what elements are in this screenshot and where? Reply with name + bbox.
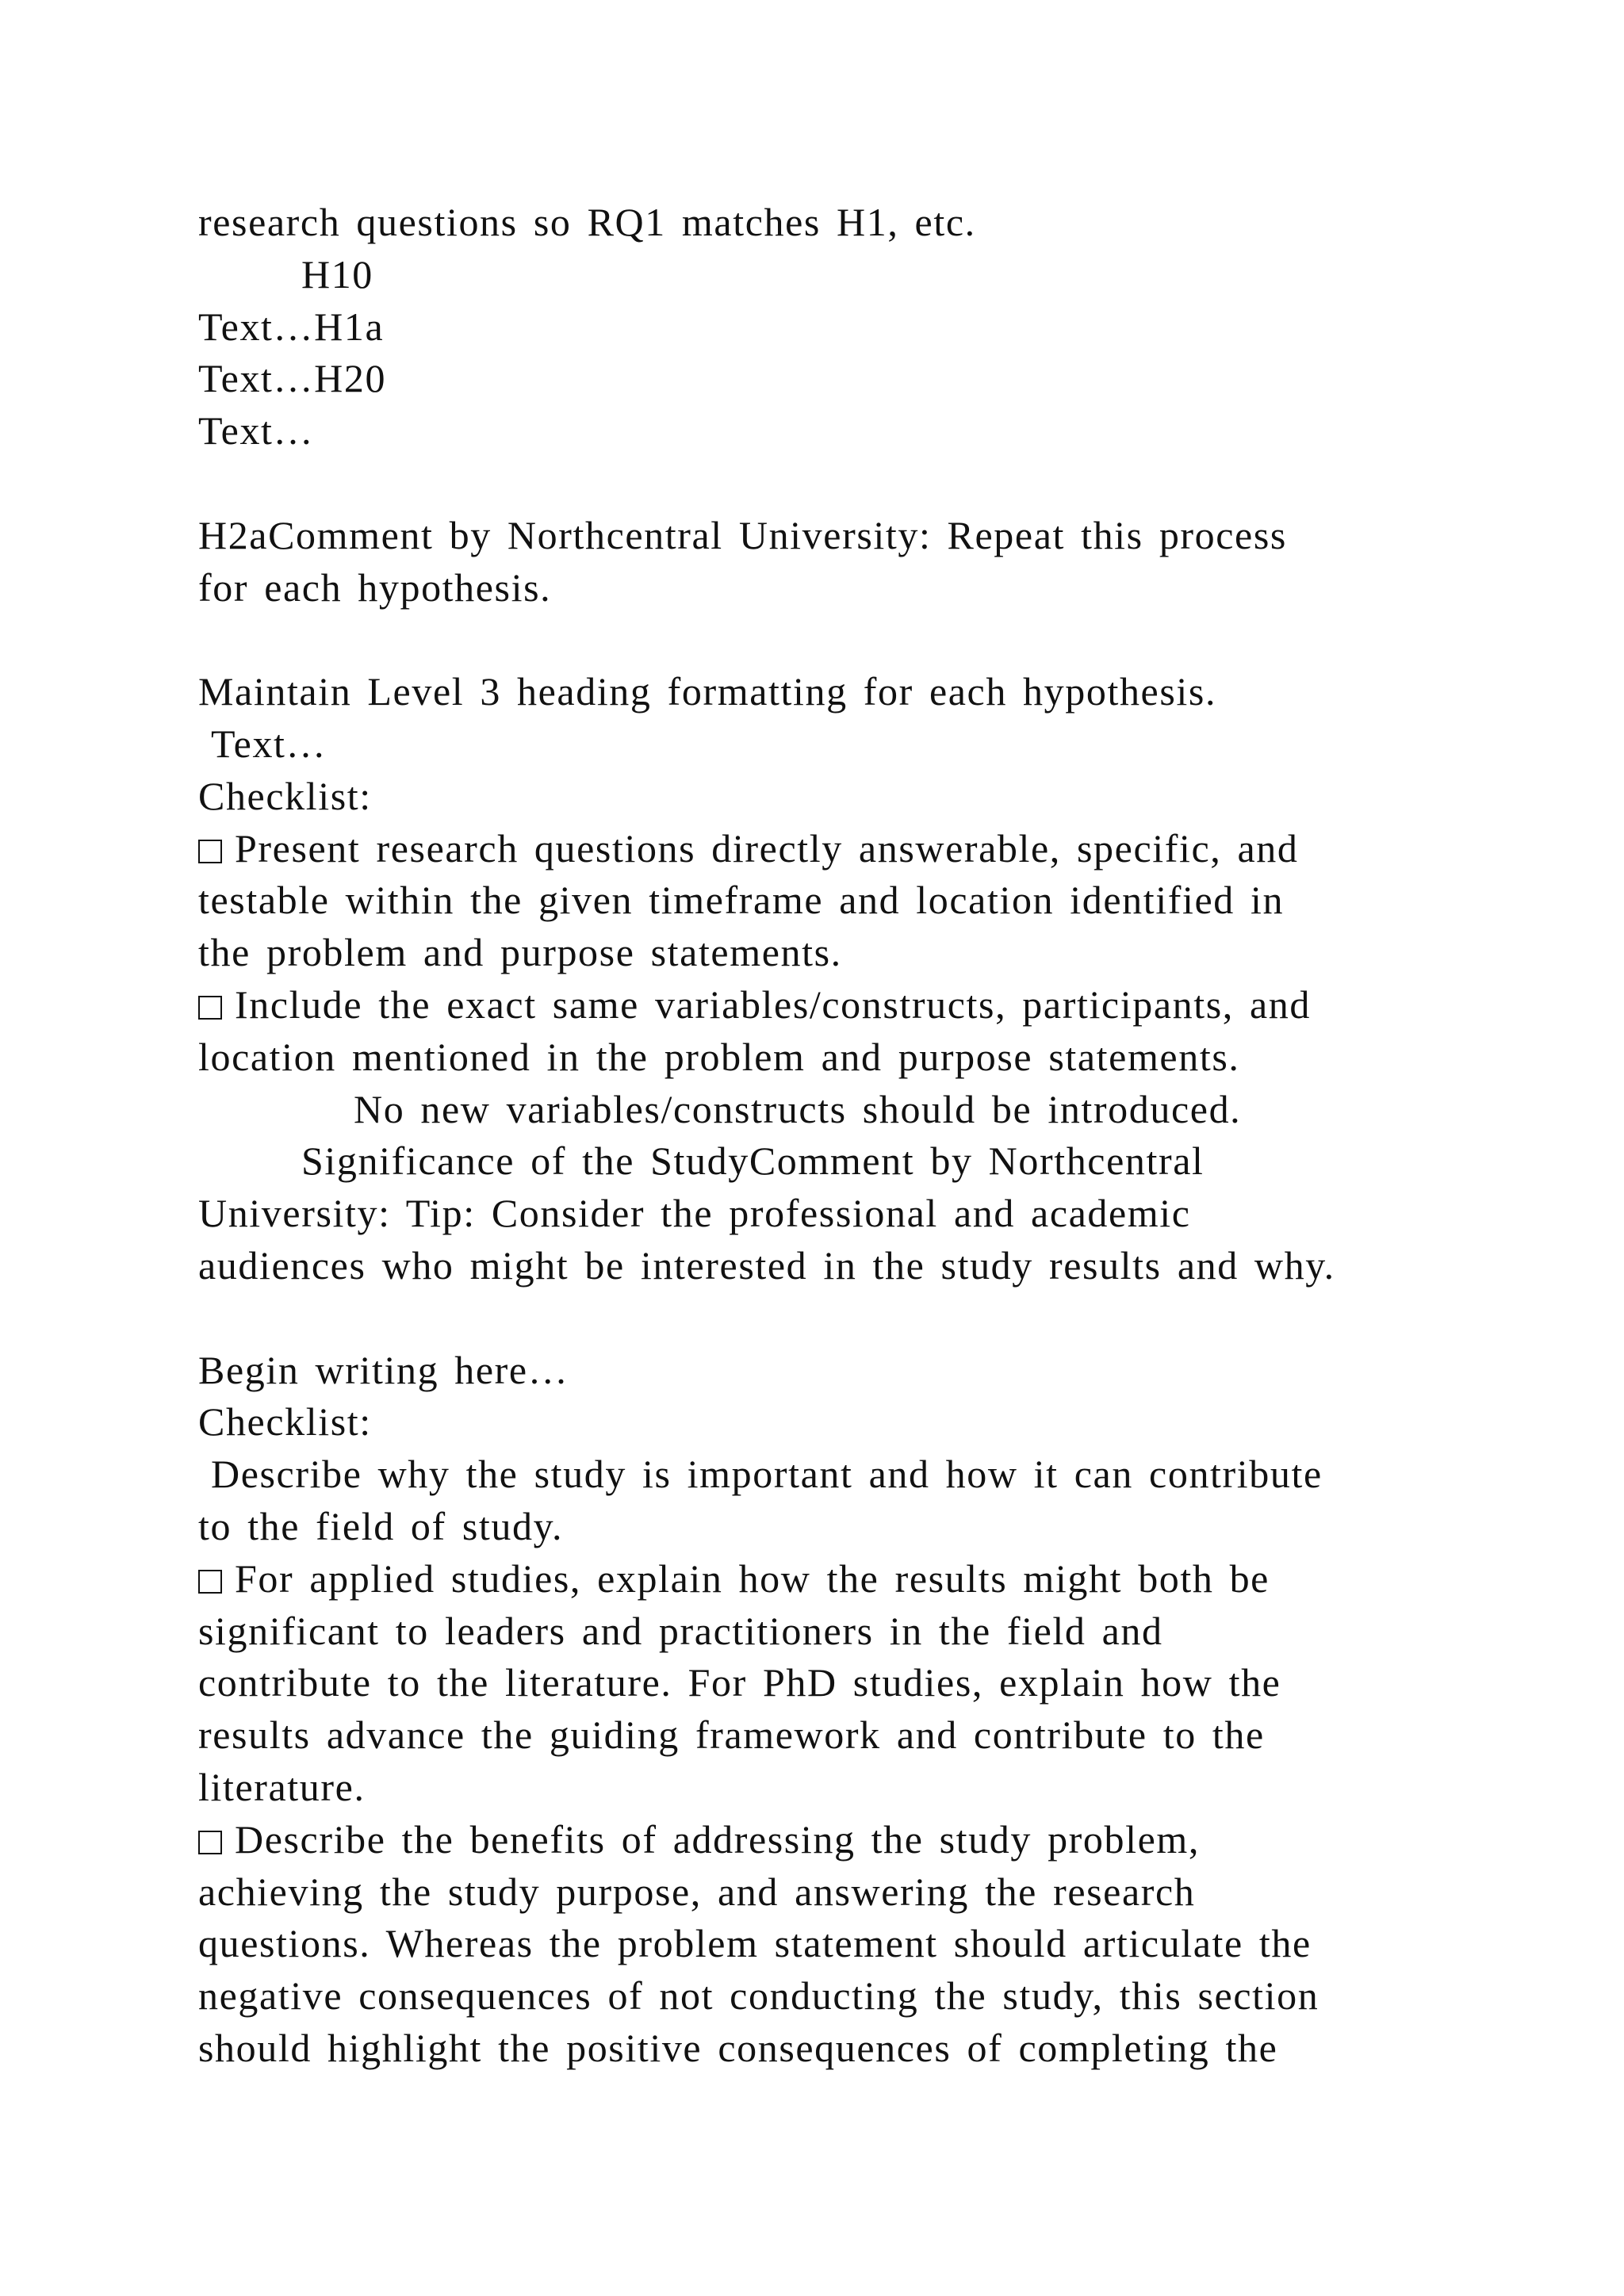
text-line: Text… (211, 721, 327, 766)
checklist-item (198, 823, 1467, 875)
checklist-item-text: Include the exact same variables/constructs, participants, and (235, 982, 1311, 1027)
text-line: achieving the study purpose, and answering the research (198, 1869, 1196, 1914)
text-line: negative consequences of not conducting the study, this section (198, 1973, 1320, 2019)
comment-line: audiences who might be interested in the study results and why. (198, 1242, 1335, 1288)
comment-line: Maintain Level 3 heading formatting for each hypothesis. (198, 669, 1217, 714)
checkbox-icon[interactable] (198, 840, 222, 863)
text-line: questions. Whereas the problem statement should articulate the (198, 1921, 1312, 1966)
text-line: Text…H20 (198, 356, 387, 401)
blank-line (198, 614, 1467, 666)
checkbox-icon[interactable] (198, 1831, 222, 1854)
text-line: testable within the given timeframe and location identified in (198, 878, 1285, 923)
blank-line (198, 457, 1467, 510)
text-line: significant to leaders and practitioners in the field and (198, 1608, 1163, 1653)
blank-line (198, 1292, 1467, 1345)
checklist-heading: Checklist: (198, 773, 372, 818)
checklist-item-text: Present research questions directly answerable, specific, and (235, 825, 1299, 871)
text-line: location mentioned in the problem and purpose statements. (198, 1034, 1240, 1079)
comment-line: for each hypothesis. (198, 564, 552, 610)
comment-line: H2aComment by Northcentral University: Repeat this process (198, 512, 1287, 557)
text-line: literature. (198, 1764, 366, 1809)
section-heading: Significance of the StudyComment by Northcentral (301, 1138, 1205, 1184)
text-line: contribute to the literature. For PhD studies, explain how the (198, 1660, 1281, 1705)
text-line: the problem and purpose statements. (198, 930, 842, 975)
text-line: Text… (198, 408, 315, 453)
document-body (198, 197, 1467, 2075)
hypothesis-heading: H10 (301, 251, 373, 297)
checkbox-icon[interactable] (198, 1570, 222, 1594)
checklist-item-text: For applied studies, explain how the results might both be (235, 1556, 1270, 1601)
text-line: Text…H1a (198, 304, 385, 349)
checklist-item-text: Describe the benefits of addressing the study problem, (235, 1816, 1200, 1862)
text-line: results advance the guiding framework and contribute to the (198, 1712, 1265, 1758)
checklist-item-text: Describe why the study is important and how it can contribute (211, 1452, 1323, 1497)
checklist-heading: Checklist: (198, 1399, 372, 1445)
checklist-item (198, 1814, 1467, 1866)
text-line: should highlight the positive consequences of completing the (198, 2025, 1278, 2070)
checklist-item (198, 979, 1467, 1031)
text-line: research questions so RQ1 matches H1, etc. (198, 200, 976, 244)
text-line: No new variables/constructs should be introduced. (354, 1086, 1242, 1131)
comment-line: University: Tip: Consider the professional and academic (198, 1191, 1191, 1236)
checklist-item (198, 1553, 1467, 1605)
text-line: Begin writing here… (198, 1347, 569, 1392)
checkbox-icon[interactable] (198, 996, 222, 1020)
text-line: to the field of study. (198, 1503, 564, 1548)
